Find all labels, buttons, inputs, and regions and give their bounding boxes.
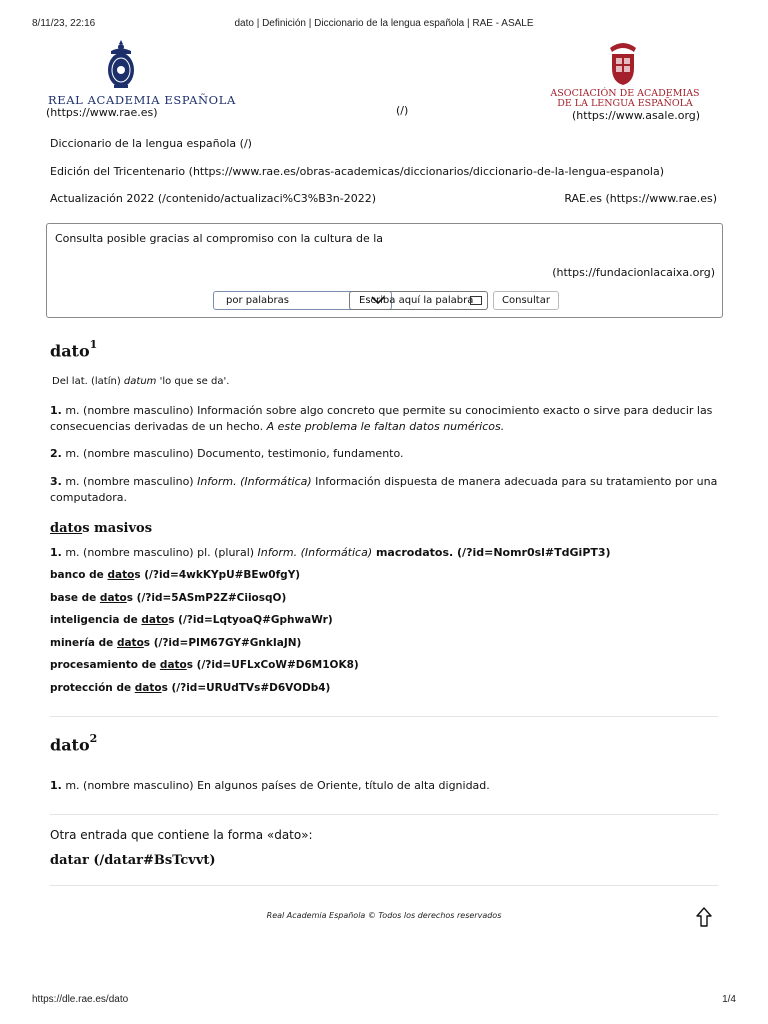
print-date: 8/11/23, 22:16 (32, 18, 96, 29)
related-link-base[interactable] (50, 592, 286, 604)
entry1-sup: 1 (89, 338, 98, 351)
divider (50, 885, 718, 886)
link-pre: protección de (50, 682, 135, 694)
arrow-up-icon[interactable] (696, 907, 712, 927)
macrodatos-link[interactable]: macrodatos. (/?id=Nomr0sl#TdGiPT3) (372, 546, 611, 559)
acepcion-2 (50, 446, 718, 462)
subentry-rest: s masivos (82, 521, 153, 536)
search-placeholder: Escriba aquí la palabra (359, 295, 474, 306)
other-entry-label: Otra entrada que contiene la forma «dato»: (50, 828, 313, 842)
link-root: dato (159, 659, 187, 671)
asale-link[interactable]: (https://www.asale.org) (572, 109, 701, 122)
search-input[interactable] (349, 291, 488, 310)
link-pre: procesamiento de (50, 659, 160, 671)
acep-num: 1. (50, 779, 62, 792)
entry2-sup: 2 (89, 732, 98, 745)
etymology (52, 376, 229, 387)
asale-logo[interactable] (550, 38, 720, 124)
home-link[interactable]: (/) (396, 104, 409, 117)
etym-word: datum (123, 376, 157, 387)
acep-text2: Información dispuesta de manera adecuada para su tratamiento por una computadora. (50, 475, 718, 504)
etym-post: 'lo que se da'. (156, 376, 230, 387)
datar-link[interactable]: datar (/datar#BsTcvvt) (50, 853, 216, 868)
link-root: dato (116, 637, 144, 649)
related-link-proteccion[interactable] (50, 682, 330, 694)
acep-text: m. (nombre masculino) (61, 475, 198, 488)
link-pre: inteligencia de (50, 614, 142, 626)
related-link-banco[interactable] (50, 569, 300, 581)
acep-text: m. (nombre masculino) pl. (plural) (61, 546, 258, 559)
acep-num: 2. (50, 447, 62, 460)
entry2-title (50, 734, 97, 754)
acepcion-1 (50, 403, 718, 434)
link-root: dato (99, 592, 127, 604)
link-post: s (/?id=5ASmP2Z#CiiosqO) (126, 592, 287, 604)
link-pre: banco de (50, 569, 108, 581)
subentry-acepcion (50, 545, 718, 561)
entry1-lemma: dato (50, 341, 90, 361)
related-link-mineria[interactable] (50, 637, 301, 649)
rae-link[interactable]: (https://www.rae.es) (46, 106, 158, 119)
link-post: s (/?id=UFLxCoW#D6M1OK8) (186, 659, 359, 671)
link-post: s (/?id=PIM67GY#GnkIaJN) (143, 637, 302, 649)
acep-text: m. (nombre masculino) Información sobre algo concreto que permite su conocimiento exacto o sirve para deducir las consecuencias derivadas de un hecho. (50, 404, 713, 433)
entry2-lemma: dato (50, 735, 90, 755)
print-page: 1/4 (722, 994, 736, 1005)
update-link[interactable]: Actualización 2022 (/contenido/actualizaci%C3%B3n-2022) (50, 192, 376, 205)
acep-mark: Inform. (Informática) (257, 546, 373, 559)
print-footer (32, 994, 736, 1008)
acep-mark: Inform. (Informática) (197, 475, 312, 488)
search-box (46, 223, 723, 318)
entry1-title (50, 340, 97, 360)
print-title: dato | Definición | Diccionario de la lengua española | RAE - ASALE (234, 18, 534, 29)
search-mode-value: por palabras (226, 295, 289, 306)
acep-num: 1. (50, 404, 62, 417)
link-root: dato (134, 682, 162, 694)
related-link-procesamiento[interactable] (50, 659, 359, 671)
acep-example: A este problema le faltan datos numéricos. (266, 419, 505, 433)
dict-link[interactable]: Diccionario de la lengua española (/) (50, 137, 252, 150)
link-post: s (/?id=4wkKYpU#BEw0fgY) (134, 569, 301, 581)
link-post: s (/?id=LqtyoaQ#GphwaWr) (168, 614, 333, 626)
consultar-button[interactable]: Consultar (493, 291, 559, 310)
asale-crest-icon (604, 38, 642, 86)
edition-link[interactable]: Edición del Tricentenario (https://www.rae.es/obras-academicas/diccionarios/diccionario-de-la-lengua-espanola) (50, 165, 664, 178)
sponsor-text: Consulta posible gracias al compromiso con la cultura de la (55, 232, 384, 245)
rae-logo[interactable] (46, 38, 236, 119)
divider (50, 716, 718, 717)
acep-num: 1. (50, 546, 62, 559)
copyright: Real Academia Española © Todos los derechos reservados (266, 911, 502, 920)
link-root: dato (141, 614, 169, 626)
subentry-root: dato (50, 521, 83, 536)
keyboard-icon[interactable] (470, 296, 482, 305)
sponsor-link[interactable]: (https://fundacionlacaixa.org) (552, 266, 715, 279)
acep-text: m. (nombre masculino) Documento, testimonio, fundamento. (61, 447, 404, 460)
entry2-acepcion (50, 778, 718, 794)
rae-name: REAL ACADEMIA ESPAÑOLA (48, 93, 236, 107)
subentry-title (50, 521, 152, 536)
link-pre: base de (50, 592, 100, 604)
print-url: https://dle.rae.es/dato (32, 994, 129, 1005)
asale-name: ASOCIACIÓN DE ACADEMIAS DE LA LENGUA ESPAÑOLA (550, 88, 700, 109)
link-pre: minería de (50, 637, 117, 649)
acepcion-3 (50, 474, 718, 505)
rae-crest-icon (104, 38, 138, 90)
etym-pre: Del lat. (latín) (52, 376, 124, 387)
link-root: dato (107, 569, 135, 581)
related-link-inteligencia[interactable] (50, 614, 333, 626)
rae-es-link[interactable]: RAE.es (https://www.rae.es) (564, 192, 717, 205)
acep-text: m. (nombre masculino) En algunos países de Oriente, título de alta dignidad. (61, 779, 490, 792)
print-header (32, 18, 736, 32)
link-post: s (/?id=URUdTVs#D6VODb4) (161, 682, 331, 694)
acep-num: 3. (50, 475, 62, 488)
divider (50, 814, 718, 815)
